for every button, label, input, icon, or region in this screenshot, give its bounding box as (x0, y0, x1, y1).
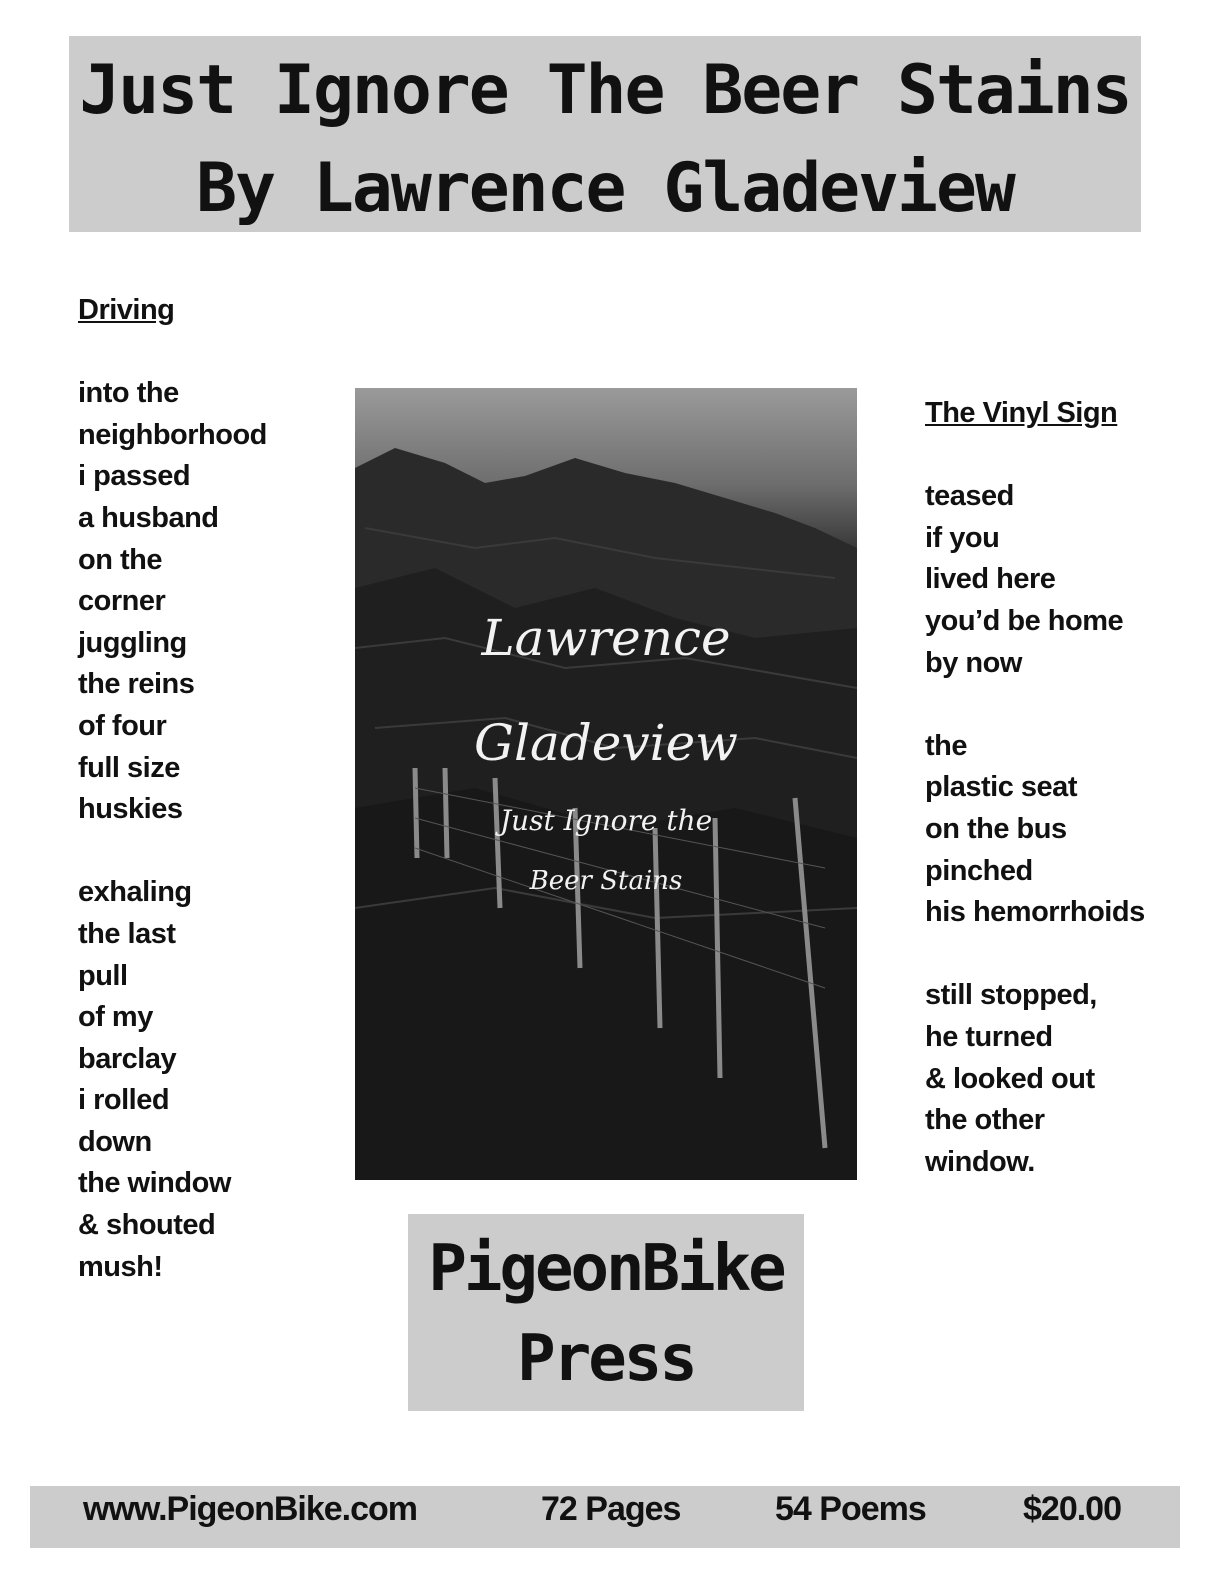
cover-title-line: Just Ignore the (499, 804, 713, 837)
poem-line: pinched (925, 854, 1033, 887)
poem-title: Driving (78, 294, 175, 326)
poem-line: exhaling (78, 876, 192, 909)
poem-driving (78, 290, 328, 1288)
poem-line: & shouted (78, 1209, 216, 1242)
poem-line: corner (78, 585, 166, 618)
poem-stanza (78, 373, 328, 831)
poem-line: of four (78, 709, 167, 742)
cliff-landscape-illustration (355, 388, 857, 1180)
poem-line: a husband (78, 501, 219, 534)
poem-stanza (78, 872, 328, 1288)
poem-line: the other (925, 1104, 1045, 1137)
poem-line: you’d be home (925, 604, 1124, 637)
poem-line: the reins (78, 668, 195, 701)
poem-line: the window (78, 1167, 231, 1200)
poem-line: full size (78, 751, 180, 784)
publisher-name: Press (517, 1322, 695, 1396)
poem-line: teased (925, 480, 1014, 513)
poem-count: 54 Poems (775, 1490, 926, 1528)
publisher-name: PigeonBike (428, 1232, 784, 1306)
poem-title: The Vinyl Sign (925, 397, 1118, 429)
poem-line: if you (925, 521, 1000, 554)
poem-line: juggling (78, 626, 187, 659)
poem-line: i rolled (78, 1084, 170, 1117)
poem-line: lived here (925, 563, 1056, 596)
poem-line: his hemorrhoids (925, 896, 1145, 929)
header-banner (69, 36, 1141, 232)
poem-line: pull (78, 959, 128, 992)
poem-line: by now (925, 646, 1022, 679)
poem-line: & looked out (925, 1062, 1095, 1095)
poem-line: mush! (78, 1250, 163, 1283)
poem-stanza (925, 476, 1165, 684)
website-link[interactable]: www.PigeonBike.com (83, 1490, 418, 1528)
cover-author-line: Gladeview (474, 714, 738, 772)
poem-stanza (925, 726, 1165, 934)
poem-line: the (925, 729, 967, 762)
poem-line: he turned (925, 1020, 1053, 1053)
author-byline: By Lawrence Gladeview (196, 149, 1014, 228)
publisher-box (408, 1214, 804, 1411)
poem-line: the last (78, 917, 176, 950)
poem-vinyl-sign (925, 393, 1165, 1183)
poem-line: into the (78, 377, 179, 410)
poem-line: huskies (78, 793, 183, 826)
book-cover-image (355, 388, 857, 1180)
cover-author-line: Lawrence (481, 609, 731, 667)
page-count: 72 Pages (541, 1490, 681, 1528)
footer-bar (30, 1486, 1180, 1548)
poem-line: of my (78, 1001, 153, 1034)
poem-line: plastic seat (925, 771, 1077, 804)
poem-line: still stopped, (925, 979, 1097, 1012)
price: $20.00 (1023, 1490, 1121, 1528)
poem-stanza (925, 975, 1165, 1183)
poem-line: neighborhood (78, 418, 267, 451)
poem-line: i passed (78, 460, 191, 493)
cover-title-line: Beer Stains (529, 866, 683, 896)
poem-line: barclay (78, 1042, 177, 1075)
poem-line: down (78, 1125, 152, 1158)
poem-line: on the (78, 543, 162, 576)
book-title: Just Ignore The Beer Stains (79, 51, 1131, 130)
poem-line: window. (925, 1145, 1035, 1178)
poem-line: on the bus (925, 812, 1067, 845)
